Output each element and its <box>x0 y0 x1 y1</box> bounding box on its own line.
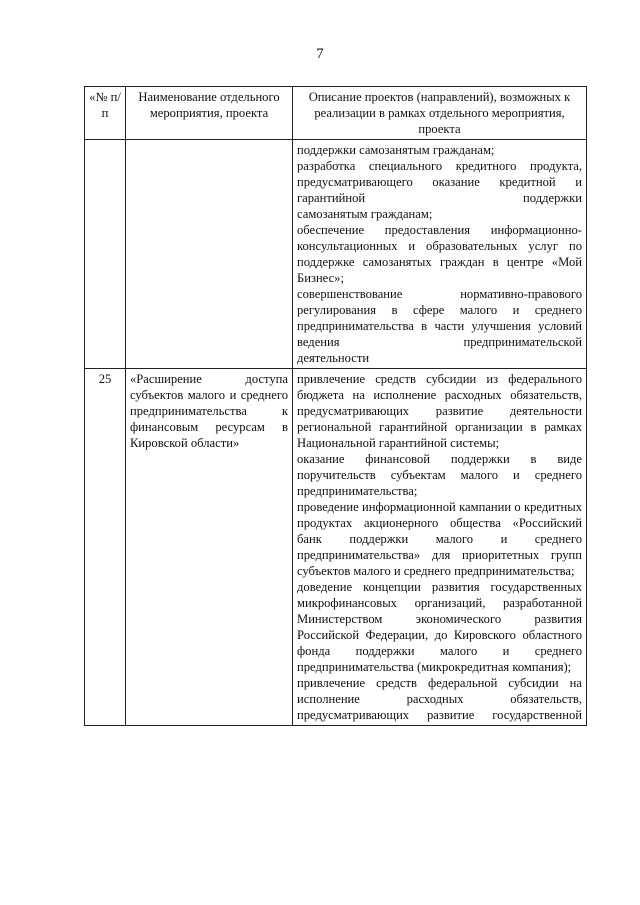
description-paragraph: доведение концепции развития государственных микрофинансовых организаций, разработанной Министерством экономического развития Российской Федерации, до Кировского областного фонда поддержки малого и среднего предпринимательства (микрокредитная компания); <box>297 580 582 674</box>
description-line: поддержки самозанятым гражданам; <box>297 143 495 157</box>
description-paragraph: оказание финансовой поддержки в виде поручительств субъектам малого и среднего предпринимательства; <box>297 452 582 498</box>
table-row-continuation <box>85 140 587 369</box>
description-line: разработка специального кредитного продукта, предусматривающего оказание кредитной и гарантийной поддержки <box>297 159 582 205</box>
measures-table <box>84 86 587 726</box>
description-line: деятельности <box>297 351 370 365</box>
description-line: Бизнес»; <box>297 271 344 285</box>
description-line: обеспечение предоставления информационно-консультационных и образовательных услуг по поддержке самозанятых граждан в центре «Мой <box>297 223 582 269</box>
measure-name: «Расширение доступа субъектов малого и среднего предпринимательства к финансовым ресурсам в Кировской области» <box>126 369 293 726</box>
header-number: «№ п/п <box>85 87 126 140</box>
description-line: самозанятым гражданам; <box>297 207 433 221</box>
description-paragraph: привлечение средств федеральной субсидии на исполнение расходных обязательств, предусматривающих развитие государственной <box>297 676 582 722</box>
description-paragraph: проведение информационной кампании о кредитных продуктах акционерного общества «Российский банк поддержки малого и среднего предпринимательства» для приоритетных групп субъектов малого и среднего предпринимательства; <box>297 500 582 578</box>
cell-number-empty <box>85 140 126 369</box>
measure-description <box>293 369 587 726</box>
cell-description-continuation <box>293 140 587 369</box>
description-paragraph: привлечение средств субсидии из федерального бюджета на исполнение расходных обязательств, предусматривающих развитие деятельности региональной гарантийной организации в рамках Национальной гарантийной системы; <box>297 372 582 450</box>
description-line: совершенствование нормативно-правового регулирования в сфере малого и среднего предпринимательства в части улучшения условий ведения предпринимательской <box>297 287 582 349</box>
row-number: 25 <box>85 369 126 726</box>
page-number: 7 <box>316 46 324 62</box>
header-measure-name: Наименование отдельного мероприятия, проекта <box>126 87 293 140</box>
cell-name-empty <box>126 140 293 369</box>
table-header-row <box>85 87 587 140</box>
table-row-25 <box>85 369 587 726</box>
header-description: Описание проектов (направлений), возможных к реализации в рамках отдельного мероприятия, проекта <box>293 87 587 140</box>
